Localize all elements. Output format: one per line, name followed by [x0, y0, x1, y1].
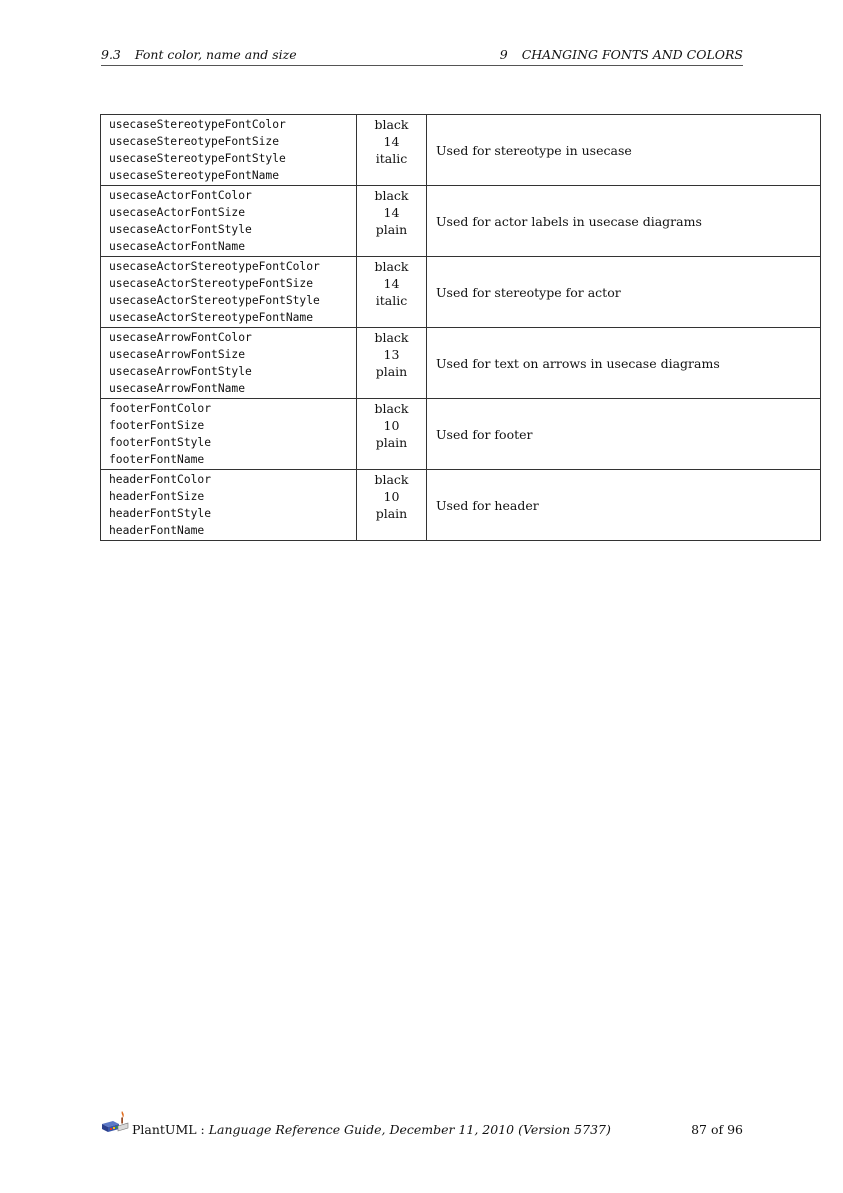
page-number: 87 of 96 [691, 1122, 743, 1137]
property-name: usecaseArrowFontColor [109, 331, 252, 344]
property-name: usecaseActorFontColor [109, 189, 252, 202]
property-name: footerFontName [109, 453, 205, 466]
property-name: usecaseArrowFontSize [109, 348, 246, 361]
property-name: headerFontName [109, 524, 205, 537]
property-names-cell [101, 186, 357, 257]
default-value: plain [375, 364, 408, 379]
description-cell: Used for text on arrows in usecase diagrams [427, 328, 821, 399]
property-names-cell [101, 257, 357, 328]
default-value: 10 [383, 418, 400, 433]
property-name: usecaseStereotypeFontName [109, 169, 280, 182]
property-name: usecaseActorFontStyle [109, 223, 252, 236]
property-name: footerFontStyle [109, 436, 212, 449]
default-values-cell [357, 115, 427, 186]
default-value: plain [375, 435, 408, 450]
table-row [101, 115, 821, 186]
default-value: 14 [383, 134, 400, 149]
table-row [101, 257, 821, 328]
header-chapter-number: 9 [499, 47, 508, 62]
header-section-number: 9.3 [101, 47, 121, 62]
property-name: footerFontSize [109, 419, 205, 432]
description-cell: Used for actor labels in usecase diagrams [427, 186, 821, 257]
footer-citation [132, 1122, 611, 1137]
header-right [500, 47, 743, 62]
property-name: usecaseActorStereotypeFontStyle [109, 294, 320, 307]
property-name: usecaseStereotypeFontColor [109, 118, 286, 131]
default-values-cell [357, 257, 427, 328]
default-value: 14 [383, 276, 400, 291]
default-value: black [374, 259, 409, 274]
property-name: usecaseArrowFontStyle [109, 365, 252, 378]
default-value: black [374, 188, 409, 203]
table-row [101, 186, 821, 257]
plantuml-logo-icon [100, 1108, 130, 1136]
footer-guide-title: Language Reference Guide, December 11, 2010 (Version 5737) [208, 1122, 611, 1137]
default-value: plain [375, 222, 408, 237]
footer-product: PlantUML : [132, 1122, 205, 1137]
property-name: usecaseStereotypeFontStyle [109, 152, 286, 165]
header-left [101, 47, 297, 62]
property-name: usecaseActorFontName [109, 240, 246, 253]
property-name: usecaseArrowFontName [109, 382, 246, 395]
description-cell: Used for header [427, 470, 821, 541]
default-value: black [374, 401, 409, 416]
default-value: black [374, 472, 409, 487]
description-cell: Used for footer [427, 399, 821, 470]
property-name: usecaseActorStereotypeFontSize [109, 277, 314, 290]
default-values-cell [357, 470, 427, 541]
property-name: usecaseActorStereotypeFontName [109, 311, 314, 324]
default-value: italic [375, 151, 408, 166]
default-value: black [374, 117, 409, 132]
property-name: footerFontColor [109, 402, 212, 415]
default-values-cell [357, 399, 427, 470]
property-name: headerFontColor [109, 473, 212, 486]
table-row [101, 328, 821, 399]
property-name: headerFontSize [109, 490, 205, 503]
table-row [101, 470, 821, 541]
default-value: 14 [383, 205, 400, 220]
header-chapter-title: CHANGING FONTS AND COLORS [521, 47, 743, 62]
default-value: plain [375, 506, 408, 521]
default-value: black [374, 330, 409, 345]
property-name: usecaseStereotypeFontSize [109, 135, 280, 148]
property-names-cell [101, 328, 357, 399]
property-name: headerFontStyle [109, 507, 212, 520]
header-section-title: Font color, name and size [134, 47, 297, 62]
page-footer [100, 1106, 743, 1136]
property-name: usecaseActorStereotypeFontColor [109, 260, 320, 273]
description-cell: Used for stereotype for actor [427, 257, 821, 328]
property-name: usecaseActorFontSize [109, 206, 246, 219]
default-value: 13 [383, 347, 400, 362]
default-value: italic [375, 293, 408, 308]
property-names-cell [101, 399, 357, 470]
font-properties-table [100, 114, 821, 541]
property-names-cell [101, 470, 357, 541]
default-value: 10 [383, 489, 400, 504]
page-header [101, 47, 743, 66]
default-values-cell [357, 328, 427, 399]
property-names-cell [101, 115, 357, 186]
default-values-cell [357, 186, 427, 257]
description-cell: Used for stereotype in usecase [427, 115, 821, 186]
table-row [101, 399, 821, 470]
